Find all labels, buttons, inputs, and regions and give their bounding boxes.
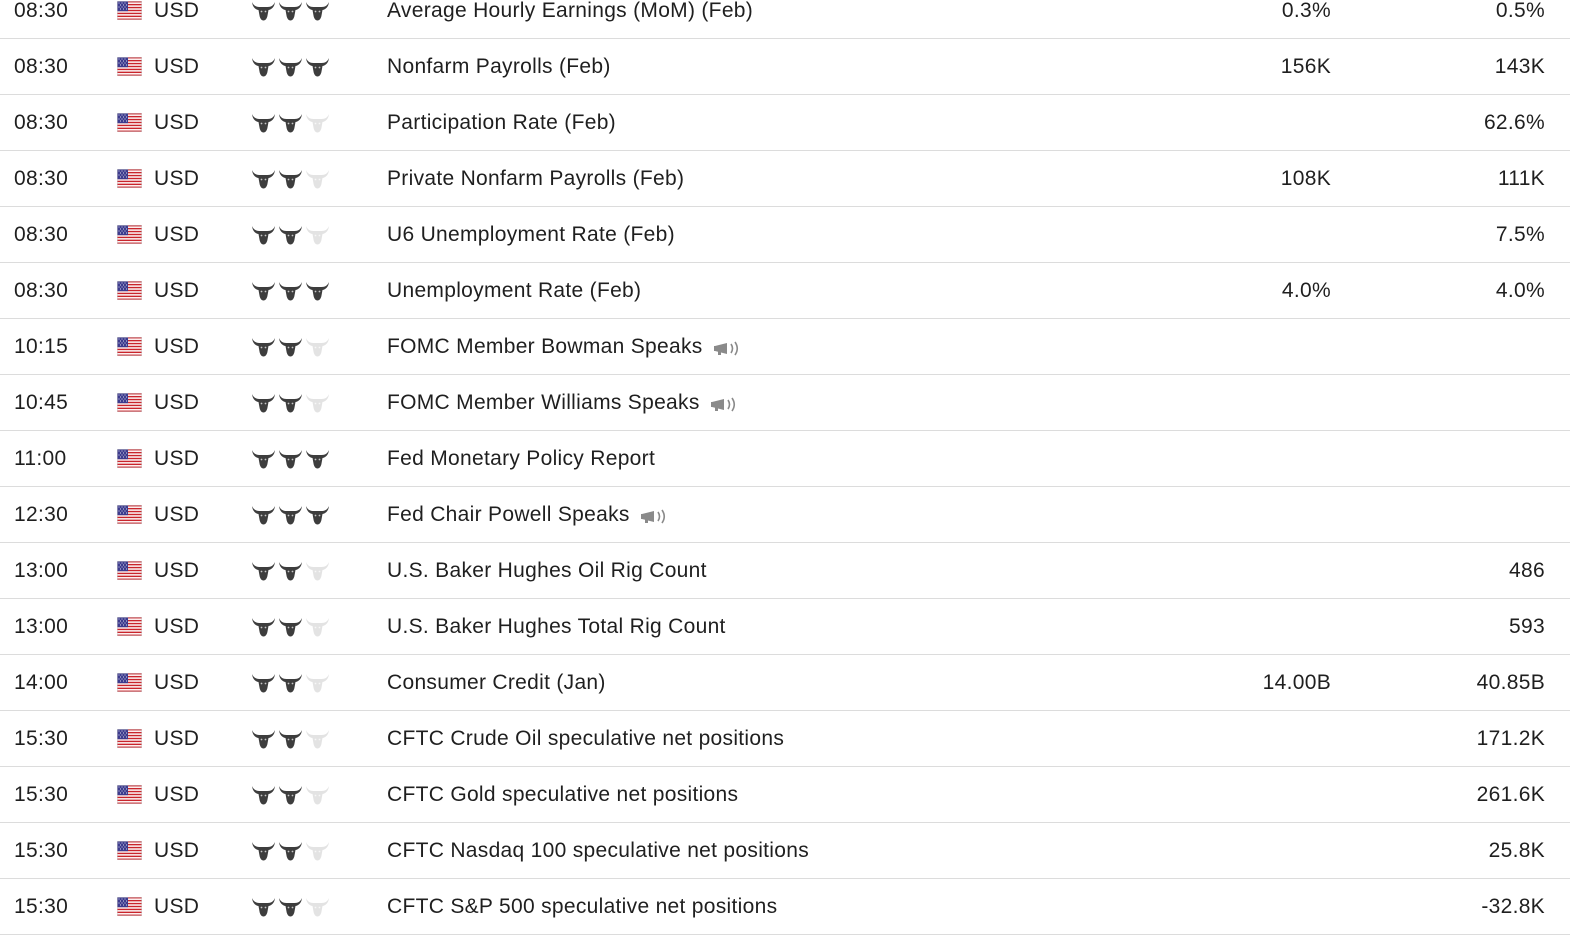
event-time: 08:30 — [14, 0, 69, 22]
bull-icon — [278, 504, 303, 526]
bull-icon — [278, 112, 303, 134]
us-flag-icon — [117, 505, 142, 524]
us-flag-icon — [117, 841, 142, 860]
previous-value: 143K — [1494, 55, 1545, 78]
event-time: 10:15 — [14, 335, 69, 358]
bull-icon — [251, 840, 276, 862]
event-time: 15:30 — [14, 839, 69, 862]
previous-value: 0.5% — [1495, 0, 1545, 22]
event-name-text: FOMC Member Bowman Speaks — [387, 335, 703, 358]
importance-rating — [251, 728, 331, 750]
bull-icon — [278, 896, 303, 918]
event-name-text: FOMC Member Williams Speaks — [387, 391, 700, 414]
table-row[interactable] — [0, 655, 1570, 711]
us-flag-icon — [117, 449, 142, 468]
currency-code: USD — [154, 783, 200, 806]
table-row[interactable] — [0, 207, 1570, 263]
currency-code: USD — [154, 391, 200, 414]
event-name-text: Average Hourly Earnings (MoM) (Feb) — [387, 0, 754, 22]
bull-icon — [251, 560, 276, 582]
bull-icon — [278, 392, 303, 414]
importance-rating — [251, 896, 331, 918]
table-row[interactable] — [0, 599, 1570, 655]
currency-code: USD — [154, 671, 200, 694]
bull-icon — [251, 504, 276, 526]
currency-code: USD — [154, 55, 200, 78]
event-name[interactable] — [387, 823, 809, 878]
currency-code: USD — [154, 447, 200, 470]
previous-value: 40.85B — [1476, 671, 1545, 694]
bull-icon — [251, 392, 276, 414]
bull-icon — [278, 336, 303, 358]
event-time: 15:30 — [14, 895, 69, 918]
us-flag-icon — [117, 281, 142, 300]
bull-icon — [251, 336, 276, 358]
event-name[interactable] — [387, 711, 784, 766]
forecast-value: 4.0% — [1281, 279, 1331, 302]
event-name[interactable] — [387, 39, 611, 94]
event-name-text: Fed Monetary Policy Report — [387, 447, 656, 470]
event-name-text: CFTC S&P 500 speculative net positions — [387, 895, 778, 918]
event-time: 08:30 — [14, 167, 69, 190]
bull-icon — [278, 728, 303, 750]
event-time: 08:30 — [14, 223, 69, 246]
bull-icon — [278, 0, 303, 22]
event-name[interactable] — [387, 543, 707, 598]
importance-rating — [251, 392, 331, 414]
currency-code: USD — [154, 615, 200, 638]
bull-icon — [305, 896, 330, 918]
bull-icon — [278, 224, 303, 246]
importance-rating — [251, 672, 331, 694]
event-time: 08:30 — [14, 111, 69, 134]
bull-icon — [251, 728, 276, 750]
bull-icon — [305, 560, 330, 582]
bull-icon — [305, 728, 330, 750]
event-name[interactable] — [387, 655, 606, 710]
event-name[interactable] — [387, 431, 655, 486]
currency-code: USD — [154, 503, 200, 526]
bull-icon — [278, 280, 303, 302]
importance-rating — [251, 840, 331, 862]
event-name[interactable] — [387, 879, 777, 934]
importance-rating — [251, 0, 331, 22]
table-row[interactable] — [0, 767, 1570, 823]
bull-icon — [278, 784, 303, 806]
us-flag-icon — [117, 337, 142, 356]
previous-value: 593 — [1509, 615, 1545, 638]
event-name-text: Consumer Credit (Jan) — [387, 671, 606, 694]
bull-icon — [305, 224, 330, 246]
importance-rating — [251, 56, 331, 78]
event-name[interactable] — [387, 487, 672, 542]
bull-icon — [305, 784, 330, 806]
event-time: 13:00 — [14, 615, 69, 638]
importance-rating — [251, 448, 331, 470]
us-flag-icon — [117, 57, 142, 76]
bull-icon — [251, 672, 276, 694]
bull-icon — [278, 840, 303, 862]
currency-code: USD — [154, 111, 200, 134]
event-name-text: CFTC Gold speculative net positions — [387, 783, 739, 806]
bull-icon — [251, 784, 276, 806]
event-time: 15:30 — [14, 727, 69, 750]
bull-icon — [278, 168, 303, 190]
bull-icon — [305, 336, 330, 358]
importance-rating — [251, 504, 331, 526]
forecast-value: 156K — [1280, 55, 1331, 78]
currency-code: USD — [154, 895, 200, 918]
currency-code: USD — [154, 559, 200, 582]
bull-icon — [305, 168, 330, 190]
event-time: 10:45 — [14, 391, 69, 414]
currency-code: USD — [154, 167, 200, 190]
table-row[interactable] — [0, 151, 1570, 207]
currency-code: USD — [154, 223, 200, 246]
bull-icon — [251, 0, 276, 22]
bull-icon — [251, 448, 276, 470]
bull-icon — [305, 616, 330, 638]
us-flag-icon — [117, 729, 142, 748]
us-flag-icon — [117, 617, 142, 636]
importance-rating — [251, 112, 331, 134]
previous-value: 25.8K — [1488, 839, 1545, 862]
table-row[interactable] — [0, 543, 1570, 599]
event-name-text: U6 Unemployment Rate (Feb) — [387, 223, 675, 246]
event-time: 08:30 — [14, 55, 69, 78]
importance-rating — [251, 168, 331, 190]
bull-icon — [305, 0, 330, 22]
table-row[interactable] — [0, 95, 1570, 151]
event-name[interactable] — [387, 599, 726, 654]
bull-icon — [305, 672, 330, 694]
event-name[interactable] — [387, 375, 742, 430]
previous-value: -32.8K — [1481, 895, 1545, 918]
bull-icon — [305, 280, 330, 302]
currency-code: USD — [154, 839, 200, 862]
event-name[interactable] — [387, 263, 641, 318]
bull-icon — [251, 896, 276, 918]
bull-icon — [251, 280, 276, 302]
event-name[interactable] — [387, 0, 753, 38]
event-name-text: Unemployment Rate (Feb) — [387, 279, 642, 302]
bull-icon — [305, 840, 330, 862]
us-flag-icon — [117, 169, 142, 188]
event-name-text: U.S. Baker Hughes Oil Rig Count — [387, 559, 707, 582]
event-time: 12:30 — [14, 503, 69, 526]
bull-icon — [305, 448, 330, 470]
us-flag-icon — [117, 897, 142, 916]
megaphone-icon[interactable] — [710, 395, 742, 413]
event-time: 14:00 — [14, 671, 69, 694]
megaphone-icon[interactable] — [713, 339, 745, 357]
bull-icon — [278, 56, 303, 78]
bull-icon — [305, 112, 330, 134]
previous-value: 62.6% — [1483, 111, 1545, 134]
event-name-text: Nonfarm Payrolls (Feb) — [387, 55, 611, 78]
event-time: 13:00 — [14, 559, 69, 582]
bull-icon — [251, 224, 276, 246]
previous-value: 486 — [1509, 559, 1545, 582]
previous-value: 111K — [1497, 167, 1545, 190]
importance-rating — [251, 784, 331, 806]
currency-code: USD — [154, 727, 200, 750]
event-name-text: CFTC Nasdaq 100 speculative net positions — [387, 839, 810, 862]
table-row[interactable] — [0, 431, 1570, 487]
us-flag-icon — [117, 785, 142, 804]
forecast-value: 0.3% — [1281, 0, 1331, 22]
table-row[interactable] — [0, 375, 1570, 431]
previous-value: 261.6K — [1476, 783, 1545, 806]
event-name-text: CFTC Crude Oil speculative net positions — [387, 727, 785, 750]
table-row[interactable] — [0, 487, 1570, 543]
forecast-value: 108K — [1280, 167, 1331, 190]
bull-icon — [305, 392, 330, 414]
event-name-text: Fed Chair Powell Speaks — [387, 503, 630, 526]
bull-icon — [278, 672, 303, 694]
event-time: 15:30 — [14, 783, 69, 806]
us-flag-icon — [117, 1, 142, 20]
previous-value: 171.2K — [1476, 727, 1545, 750]
currency-code: USD — [154, 279, 200, 302]
previous-value: 4.0% — [1495, 279, 1545, 302]
table-row[interactable] — [0, 823, 1570, 879]
importance-rating — [251, 280, 331, 302]
bull-icon — [251, 616, 276, 638]
bull-icon — [251, 112, 276, 134]
table-row[interactable] — [0, 39, 1570, 95]
event-name[interactable] — [387, 207, 675, 262]
table-row[interactable] — [0, 0, 1570, 39]
previous-value: 7.5% — [1495, 223, 1545, 246]
event-name[interactable] — [387, 767, 738, 822]
currency-code: USD — [154, 335, 200, 358]
us-flag-icon — [117, 673, 142, 692]
event-name[interactable] — [387, 151, 684, 206]
table-row[interactable] — [0, 711, 1570, 767]
bull-icon — [305, 504, 330, 526]
bull-icon — [278, 448, 303, 470]
importance-rating — [251, 224, 331, 246]
table-row[interactable] — [0, 879, 1570, 935]
importance-rating — [251, 336, 331, 358]
megaphone-icon[interactable] — [640, 507, 672, 525]
bull-icon — [251, 168, 276, 190]
bull-icon — [251, 56, 276, 78]
us-flag-icon — [117, 393, 142, 412]
event-name-text: Participation Rate (Feb) — [387, 111, 616, 134]
event-time: 11:00 — [14, 447, 67, 470]
table-row[interactable] — [0, 263, 1570, 319]
event-name-text: U.S. Baker Hughes Total Rig Count — [387, 615, 726, 638]
bull-icon — [305, 56, 330, 78]
importance-rating — [251, 560, 331, 582]
us-flag-icon — [117, 561, 142, 580]
event-name[interactable] — [387, 95, 616, 150]
event-time: 08:30 — [14, 279, 69, 302]
importance-rating — [251, 616, 331, 638]
bull-icon — [278, 616, 303, 638]
forecast-value: 14.00B — [1262, 671, 1331, 694]
currency-code: USD — [154, 0, 200, 22]
event-name-text: Private Nonfarm Payrolls (Feb) — [387, 167, 685, 190]
us-flag-icon — [117, 113, 142, 132]
event-name[interactable] — [387, 319, 745, 374]
us-flag-icon — [117, 225, 142, 244]
bull-icon — [278, 560, 303, 582]
table-row[interactable] — [0, 319, 1570, 375]
